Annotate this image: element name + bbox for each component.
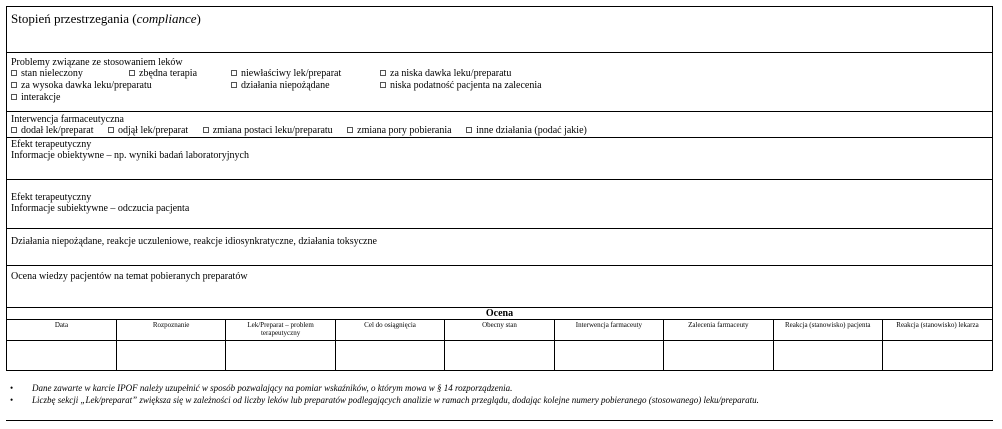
table-cell[interactable]	[445, 340, 554, 370]
table-cell[interactable]	[773, 340, 882, 370]
drug-problems-section	[7, 53, 992, 112]
compliance-section	[7, 7, 992, 53]
table-cell[interactable]	[116, 340, 225, 370]
option-added-drug[interactable]: dodał lek/preparat	[11, 125, 93, 136]
checkbox[interactable]	[11, 94, 17, 100]
compliance-label-end: )	[196, 11, 201, 26]
col-header: Reakcja (stanowisko) lekarza	[883, 320, 993, 340]
col-header: Obecny stan	[445, 320, 554, 340]
drug-problems-title: Problemy związane ze stosowaniem leków	[11, 57, 183, 68]
bullet-icon: •	[10, 383, 14, 393]
col-header: Zalecenia farmaceuty	[664, 320, 773, 340]
checkbox[interactable]	[11, 127, 17, 133]
option-interactions[interactable]: interakcje	[11, 92, 60, 103]
footnotes	[10, 382, 759, 406]
col-header: Reakcja (stanowisko) pacjenta	[773, 320, 882, 340]
option-low-adherence[interactable]: niska podatność pacjenta na zalecenia	[380, 80, 542, 91]
compliance-label-italic: compliance	[136, 11, 197, 26]
option-removed-drug[interactable]: odjął lek/preparat	[108, 125, 188, 136]
effect-subjective-title: Efekt terapeutyczny	[11, 192, 92, 203]
footnote-item: • Liczbę sekcji „Lek/preparat” zwiększa się w zależności od liczby leków lub preparatów podlegających analizie w ramach przeglądu, dodając kolejne numery pobieranego (stosowanego) leku/preparatu.	[10, 395, 759, 405]
checkbox[interactable]	[347, 127, 353, 133]
option-other-actions[interactable]: inne działania (podać jakie)	[466, 125, 587, 136]
col-header: Cel do osiągnięcia	[335, 320, 444, 340]
assessment-section	[7, 308, 992, 370]
checkbox[interactable]	[11, 82, 17, 88]
table-cell[interactable]	[664, 340, 773, 370]
assessment-table	[7, 320, 992, 370]
checkbox[interactable]	[129, 70, 135, 76]
col-header: Interwencja farmaceuty	[554, 320, 663, 340]
option-untreated-condition[interactable]: stan nieleczony	[11, 68, 83, 79]
assessment-title: Ocena	[7, 308, 992, 320]
option-adverse-effects[interactable]: działania niepożądane	[231, 80, 330, 91]
table-header-row	[7, 320, 992, 340]
checkbox[interactable]	[203, 127, 209, 133]
col-header: Data	[7, 320, 116, 340]
option-change-timing[interactable]: zmiana pory pobierania	[347, 125, 451, 136]
checkbox[interactable]	[231, 70, 237, 76]
table-row	[7, 340, 992, 370]
col-header: Lek/Preparat – problem terapeutyczny	[226, 320, 335, 340]
compliance-label: Stopień przestrzegania (	[11, 11, 137, 26]
option-dose-too-high[interactable]: za wysoka dawka leku/preparatu	[11, 80, 152, 91]
option-change-form[interactable]: zmiana postaci leku/preparatu	[203, 125, 333, 136]
effect-subjective-subtitle: Informacje subiektywne – odczucia pacjenta	[11, 203, 190, 214]
option-dose-too-low[interactable]: za niska dawka leku/preparatu	[380, 68, 511, 79]
adverse-reactions-section[interactable]	[7, 229, 992, 266]
pharmaceutical-intervention-section	[7, 112, 992, 138]
table-cell[interactable]	[335, 340, 444, 370]
bullet-icon: •	[10, 395, 14, 405]
adverse-reactions-title: Działania niepożądane, reakcje uczuleniowe, reakcje idiosynkratyczne, działania toksyczne	[11, 236, 377, 247]
therapeutic-effect-objective-section[interactable]	[7, 138, 992, 180]
intervention-title: Interwencja farmaceutyczna	[11, 114, 124, 125]
footnote-item: • Dane zawarte w karcie IPOF należy uzupełnić w sposób pozwalający na pomiar wskaźników, o którym mowa w § 14 rozporządzenia.	[10, 383, 513, 393]
checkbox[interactable]	[231, 82, 237, 88]
patient-knowledge-section[interactable]	[7, 266, 992, 308]
table-cell[interactable]	[883, 340, 993, 370]
checkbox[interactable]	[380, 82, 386, 88]
checkbox[interactable]	[11, 70, 17, 76]
option-unnecessary-therapy[interactable]: zbędna terapia	[129, 68, 197, 79]
checkbox[interactable]	[466, 127, 472, 133]
bottom-divider	[6, 420, 993, 421]
effect-objective-title: Efekt terapeutyczny	[11, 139, 92, 150]
table-cell[interactable]	[226, 340, 335, 370]
ipof-form	[6, 6, 993, 371]
therapeutic-effect-subjective-section[interactable]	[7, 180, 992, 229]
checkbox[interactable]	[108, 127, 114, 133]
option-wrong-drug[interactable]: niewłaściwy lek/preparat	[231, 68, 341, 79]
table-cell[interactable]	[7, 340, 116, 370]
patient-knowledge-title: Ocena wiedzy pacjentów na temat pobieranych preparatów	[11, 271, 248, 282]
checkbox[interactable]	[380, 70, 386, 76]
effect-objective-subtitle: Informacje obiektywne – np. wyniki badań laboratoryjnych	[11, 150, 249, 161]
table-cell[interactable]	[554, 340, 663, 370]
col-header: Rozpoznanie	[116, 320, 225, 340]
